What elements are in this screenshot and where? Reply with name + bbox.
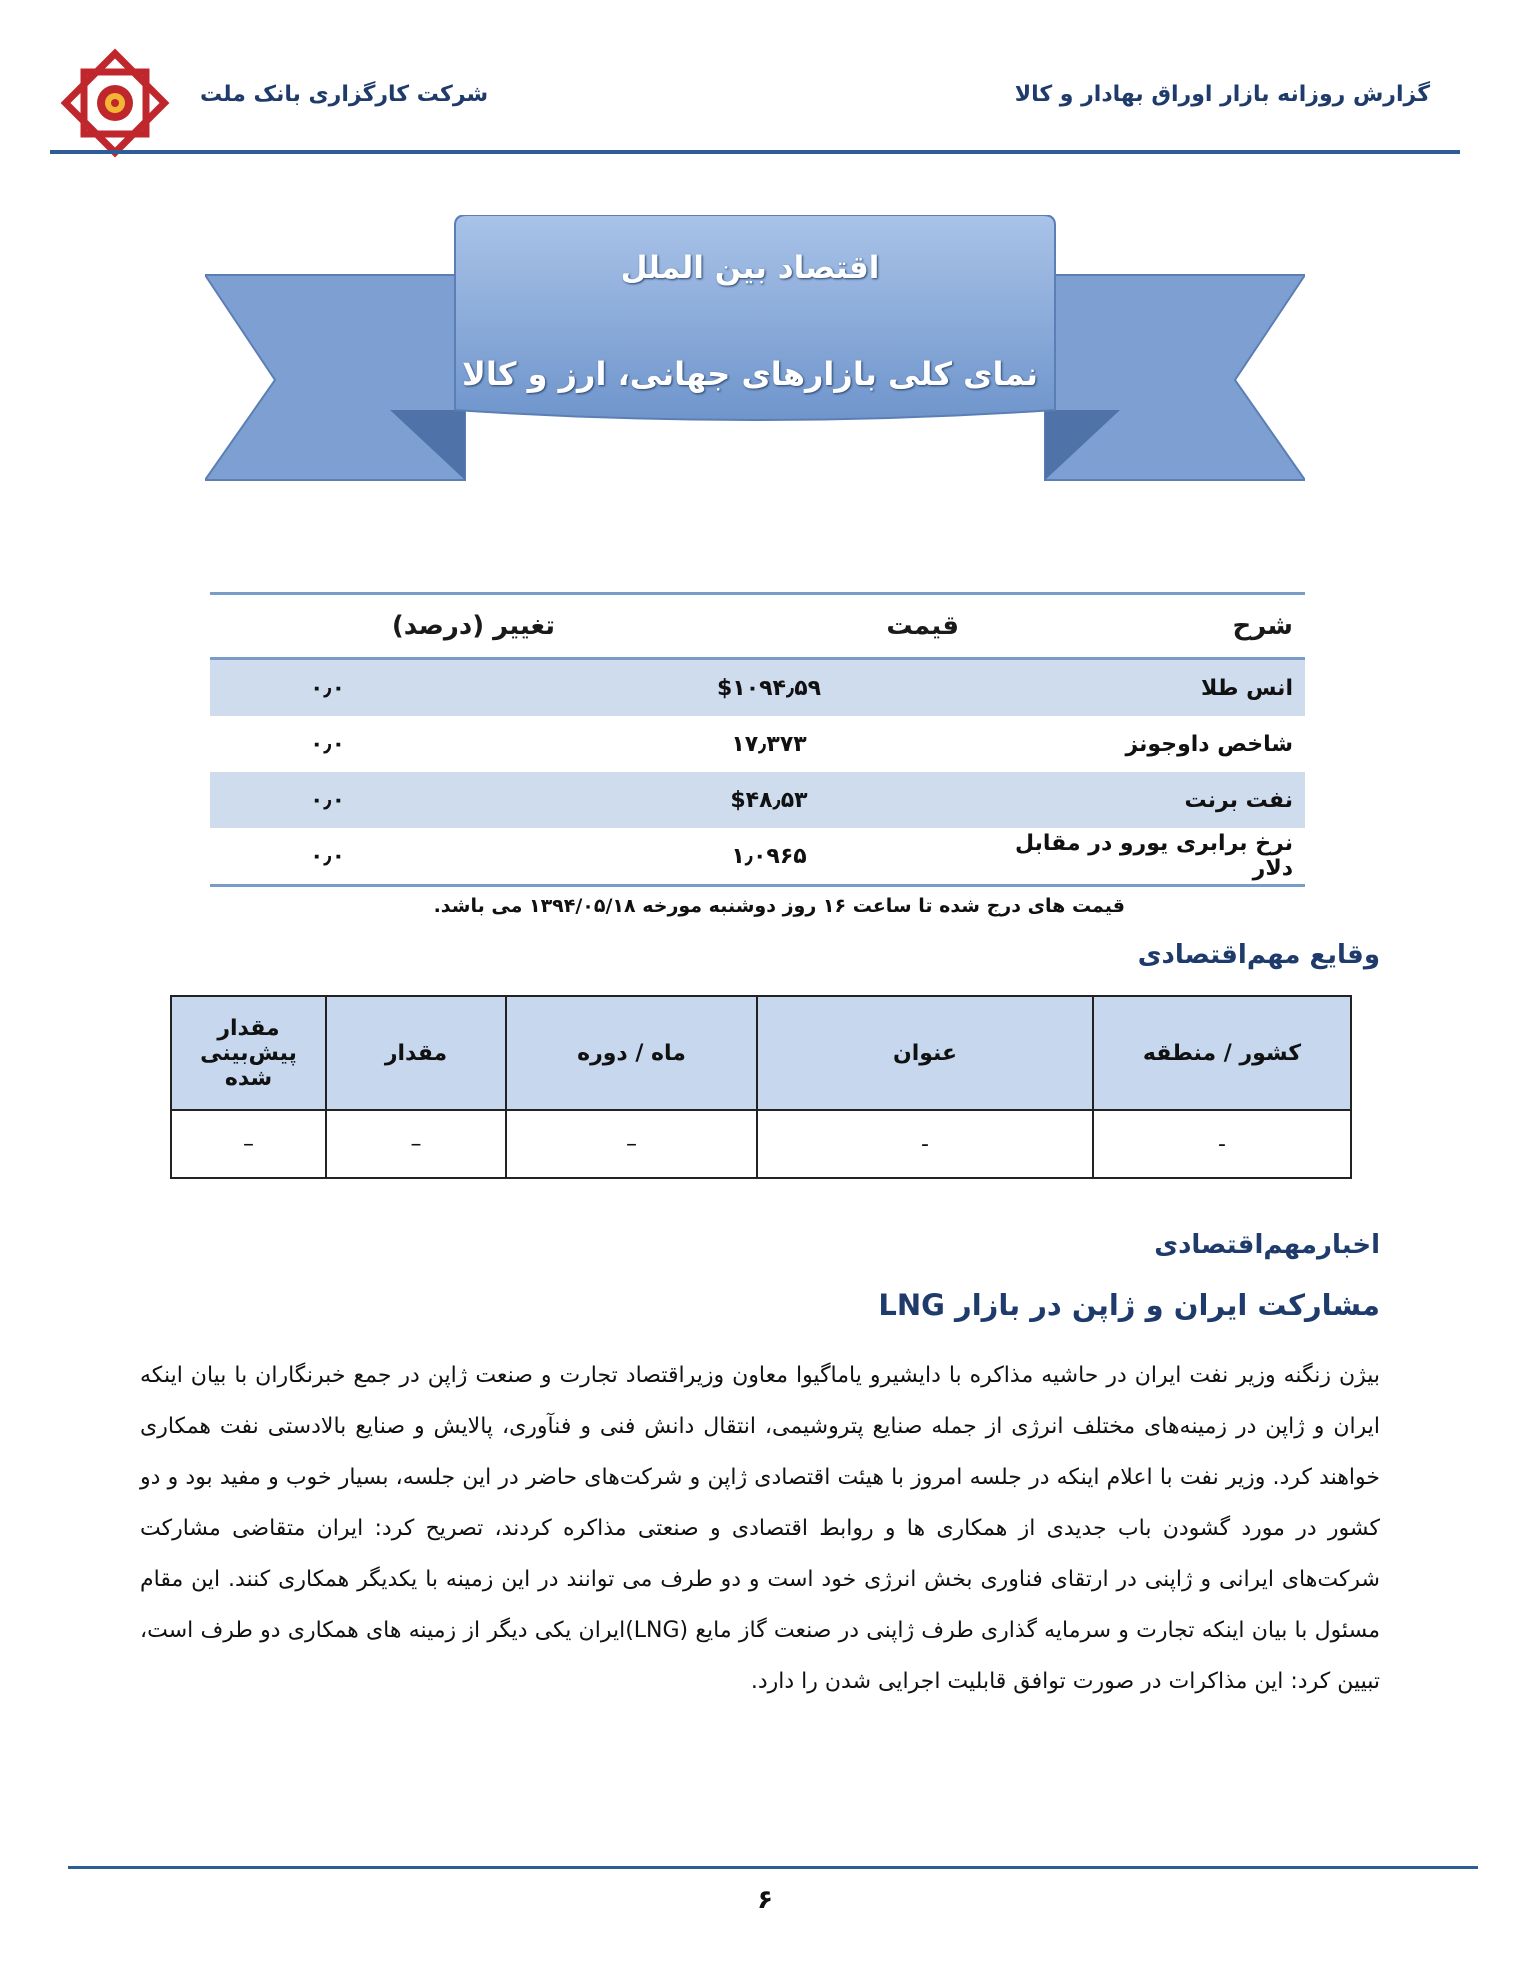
table-header-row bbox=[171, 996, 1351, 1110]
company-name: شرکت کارگزاری بانک ملت bbox=[200, 82, 489, 107]
news-heading: اخبارمهم‌اقتصادی bbox=[1154, 1230, 1380, 1260]
row-change: ۰٫۰ bbox=[210, 772, 567, 828]
table-row bbox=[210, 828, 1305, 886]
cell-period: – bbox=[506, 1110, 757, 1178]
row-price: $۱۰۹۴٫۵۹ bbox=[567, 659, 971, 717]
row-price: ۱۷٫۳۷۳ bbox=[731, 731, 807, 757]
col-header-price: قیمت bbox=[567, 594, 971, 659]
cell-title: - bbox=[757, 1110, 1093, 1178]
events-heading: وقایع مهم‌اقتصادی bbox=[1137, 940, 1380, 970]
economic-events-table bbox=[170, 995, 1352, 1179]
report-title: گزارش روزانه بازار اوراق بهادار و کالا bbox=[1014, 82, 1430, 107]
col-header-value: مقدار bbox=[326, 996, 506, 1110]
col-header-forecast: مقدار پیش‌بینی شده bbox=[171, 996, 326, 1110]
row-price: ۱٫۰۹۶۵ bbox=[567, 828, 971, 886]
table-row bbox=[171, 1110, 1351, 1178]
row-price: $۴۸٫۵۳ bbox=[567, 772, 971, 828]
price-timestamp-note: قیمت های درج شده تا ساعت ۱۶ روز دوشنبه مورخه ۱۳۹۴/۰۵/۱۸ می باشد. bbox=[433, 895, 1125, 917]
table-row bbox=[210, 772, 1305, 828]
col-header-period: ماه / دوره bbox=[506, 996, 757, 1110]
cell-value: – bbox=[326, 1110, 506, 1178]
row-label: نفت برنت bbox=[971, 772, 1305, 828]
row-label: انس طلا bbox=[971, 659, 1305, 717]
header-divider bbox=[50, 150, 1460, 154]
table-row bbox=[210, 659, 1305, 717]
row-change: ۰٫۰ bbox=[210, 659, 567, 717]
page-number: ۶ bbox=[757, 1885, 773, 1915]
bank-mellat-logo-icon bbox=[60, 48, 170, 158]
row-change: ۰٫۰ bbox=[210, 828, 567, 886]
news-headline: مشارکت ایران و ژاپن در بازار LNG bbox=[878, 1288, 1380, 1322]
footer-divider bbox=[68, 1866, 1478, 1869]
news-body: بیژن زنگنه وزیر نفت ایران در حاشیه مذاکره با دایشیرو یاماگیوا معاون وزیراقتصاد تجارت و صنعت ژاپن در جمع خبرنگاران با بیان اینکه ایران و ژاپن در زمینه‌های مختلف انرژی از جمله صنایع پتروشیمی، انتقال دانش فنی و فنآوری، پالایش و صنایع بالادستی نفت همکاری خواهند کرد. وزیر نفت با اعلام اینکه در جلسه امروز با هیئت اقتصادی ژاپن و شرکت‌های حاضر در این جلسه، بسیار خوب و مفید بود و دو کشور در مورد گشودن باب جدیدی از همکاری ها و روابط اقتصادی و صنعتی مذاکره کردند، تصریح کرد: ایران متقاضی مشارکت شرکت‌های ایرانی و ژاپنی در ارتقای فناوری بخش انرژی خود است و دو طرف می توانند در این زمینه با یکدیگر همکاری کنند. این مقام مسئول با بیان اینکه تجارت و سرمایه گذاری طرف ژاپنی در صنعت گاز مایع (LNG)ایران یکی دیگر از زمینه های همکاری دو طرف است، تبیین کرد: این مذاکرات در صورت توافق قابلیت اجرایی شدن را دارد. bbox=[140, 1363, 1380, 1694]
cell-forecast: – bbox=[171, 1110, 326, 1178]
table-row bbox=[210, 716, 1305, 772]
row-change: ۰٫۰ bbox=[310, 731, 346, 757]
row-label: شاخص داوجونز bbox=[1125, 731, 1293, 757]
table-header-row bbox=[210, 594, 1305, 659]
banner-subtitle: نمای کلی بازارهای جهانی، ارز و کالا bbox=[462, 355, 1038, 393]
col-header-country: کشور / منطقه bbox=[1093, 996, 1351, 1110]
row-label: نرخ برابری یورو در مقابل دلار bbox=[971, 828, 1305, 886]
col-header-title: عنوان bbox=[757, 996, 1093, 1110]
col-header-description: شرح bbox=[971, 594, 1305, 659]
market-overview-table bbox=[210, 592, 1305, 887]
cell-country: - bbox=[1093, 1110, 1351, 1178]
col-header-change: تغییر (درصد) bbox=[210, 594, 567, 659]
banner-title: اقتصاد بین الملل bbox=[620, 250, 880, 286]
